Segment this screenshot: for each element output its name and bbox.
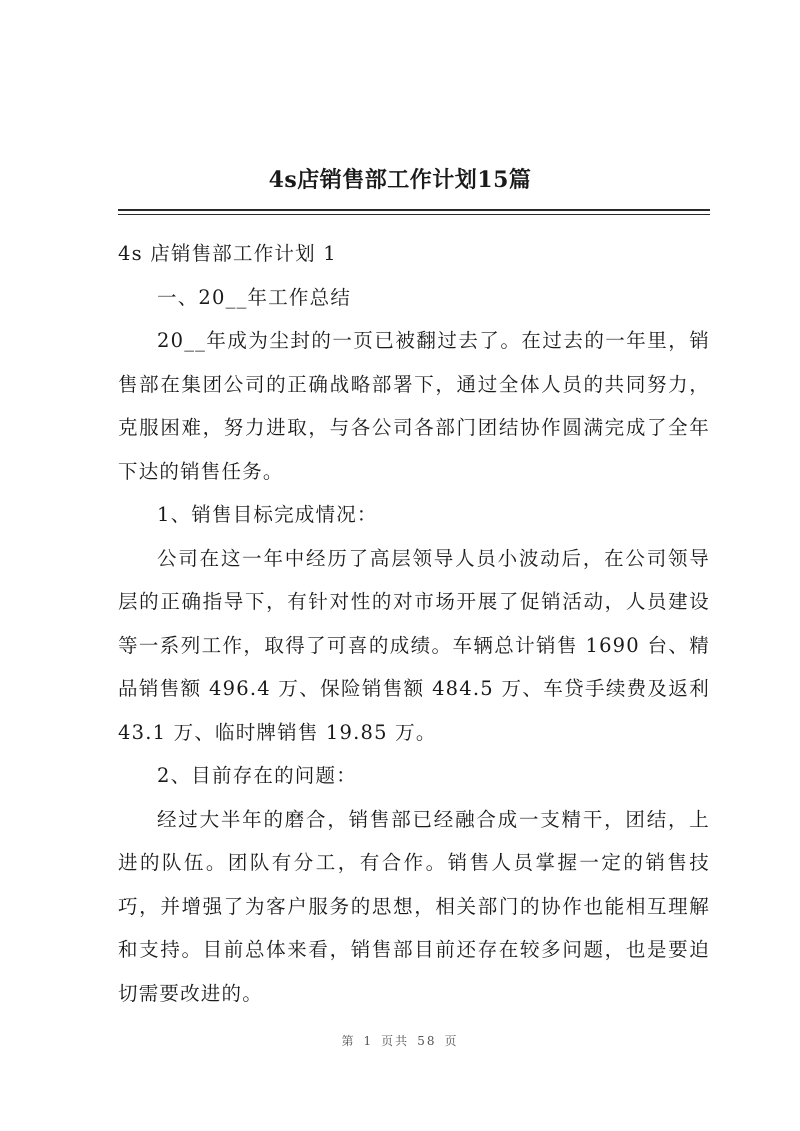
document-title: 4s店销售部工作计划15篇 xyxy=(268,167,532,193)
page-footer xyxy=(0,1032,800,1049)
subheading-current-problems: 2、目前存在的问题： xyxy=(157,764,357,787)
paragraph-sales-results: 公司在这一年中经历了高层领导人员小波动后，在公司领导层的正确指导下，有针对性的对市场开展了促销活动，人员建设等一系列工作，取得了可喜的成绩。车辆总计销售 1690 台、精品销售额 496.4 万、保险销售额 484.5 万、车贷手续费及返利 43.1 万、临时牌销售 19.85 万。 xyxy=(118,546,710,744)
footer-page-number: 1 xyxy=(363,1034,374,1048)
section-heading: 4s 店销售部工作计划 1 xyxy=(118,242,337,265)
subheading-work-summary: 一、20__年工作总结 xyxy=(157,285,352,309)
paragraph-intro: 20__年成为尘封的一页已被翻过去了。在过去的一年里，销售部在集团公司的正确战略部署下，通过全体人员的共同努力，克服困难，努力进取，与各公司各部门团结协作圆满完成了全年下达的销售任务。 xyxy=(118,329,710,483)
footer-total-pages: 58 xyxy=(417,1034,437,1048)
title-divider-thin xyxy=(118,214,710,215)
footer-suffix: 页 xyxy=(444,1034,459,1048)
document-body xyxy=(118,232,710,1015)
subheading-sales-target: 1、销售目标完成情况： xyxy=(157,503,378,526)
footer-middle: 页共 xyxy=(381,1034,410,1048)
paragraph-team-status: 经过大半年的磨合，销售部已经融合成一支精干，团结，上进的队伍。团队有分工，有合作。销售人员掌握一定的销售技巧，并增强了为客户服务的思想，相关部门的协作也能相互理解和支持。目前总体来看，销售部目前还存在较多问题，也是要迫切需要改进的。 xyxy=(118,807,710,1005)
footer-prefix: 第 xyxy=(341,1034,356,1048)
title-divider-thick xyxy=(118,209,710,211)
